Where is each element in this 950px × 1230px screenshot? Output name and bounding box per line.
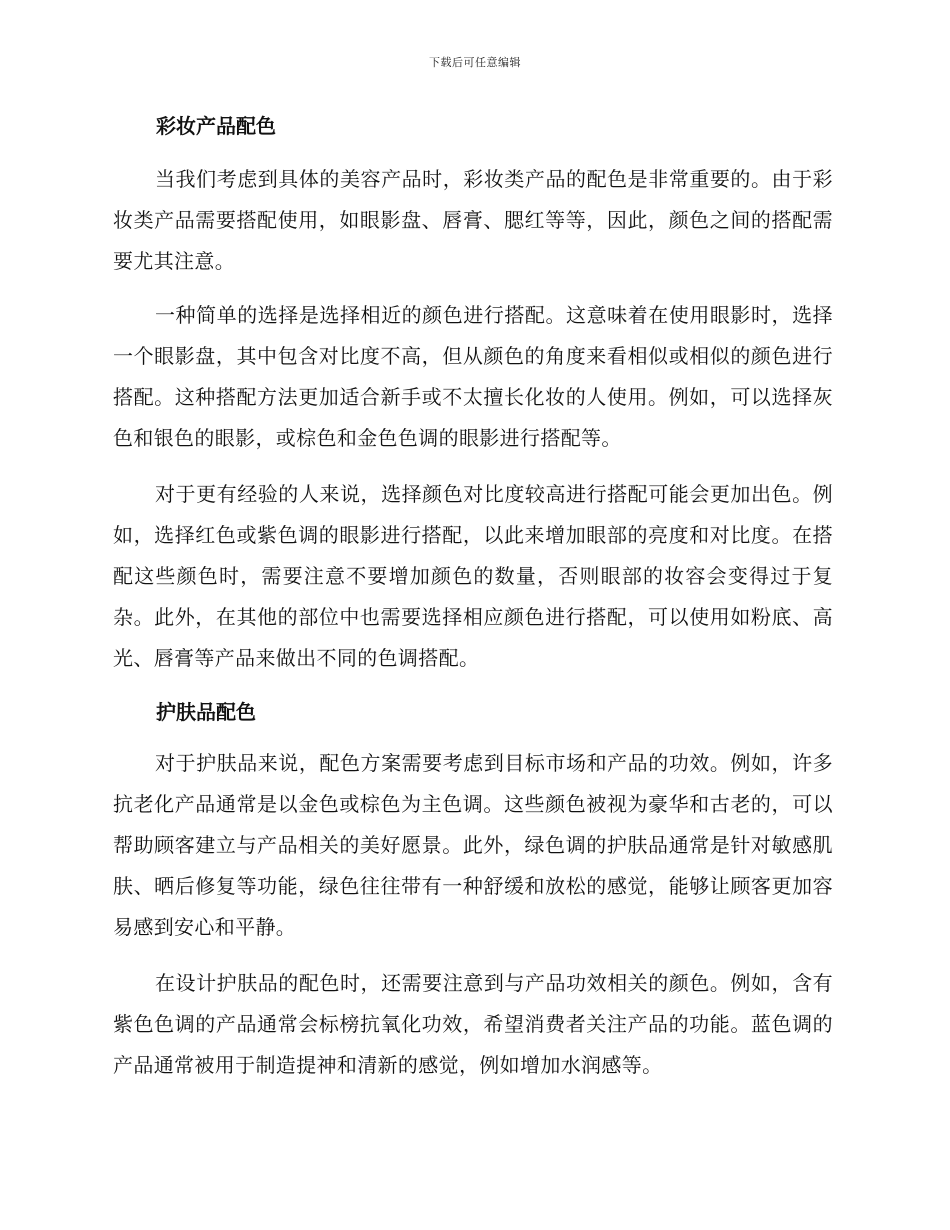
page-header: 下载后可任意编辑: [429, 56, 521, 69]
paragraph: 当我们考虑到具体的美容产品时，彩妆类产品的配色是非常重要的。由于彩妆类产品需要搭配使用，如眼影盘、唇膏、腮红等等，因此，颜色之间的搭配需要尤其注意。: [113, 167, 833, 273]
section-heading-makeup: 彩妆产品配色: [156, 114, 276, 138]
paragraph: 在设计护肤品的配色时，还需要注意到与产品功效相关的颜色。例如，含有紫色色调的产品通常会标榜抗氧化功效，希望消费者关注产品的功能。蓝色调的产品通常被用于制造提神和清新的感觉，例如增加水润感等。: [113, 971, 833, 1077]
paragraph: 一种简单的选择是选择相近的颜色进行搭配。这意味着在使用眼影时，选择一个眼影盘，其中包含对比度不高，但从颜色的角度来看相似或相似的颜色进行搭配。这种搭配方法更加适合新手或不太擅长化妆的人使用。例如，可以选择灰色和银色的眼影，或棕色和金色色调的眼影进行搭配等。: [113, 303, 833, 450]
paragraph: 对于护肤品来说，配色方案需要考虑到目标市场和产品的功效。例如，许多抗老化产品通常是以金色或棕色为主色调。这些颜色被视为豪华和古老的，可以帮助顾客建立与产品相关的美好愿景。此外，绿色调的护肤品通常是针对敏感肌肤、晒后修复等功能，绿色往往带有一种舒缓和放松的感觉，能够让顾客更加容易感到安心和平静。: [113, 751, 833, 939]
document-body: [113, 106, 833, 1086]
section-heading-skincare: 护肤品配色: [156, 700, 256, 724]
paragraph: 对于更有经验的人来说，选择颜色对比度较高进行搭配可能会更加出色。例如，选择红色或紫色调的眼影进行搭配，以此来增加眼部的亮度和对比度。在搭配这些颜色时，需要注意不要增加颜色的数量，否则眼部的妆容会变得过于复杂。此外，在其他的部位中也需要选择相应颜色进行搭配，可以使用如粉底、高光、唇膏等产品来做出不同的色调搭配。: [113, 482, 833, 670]
